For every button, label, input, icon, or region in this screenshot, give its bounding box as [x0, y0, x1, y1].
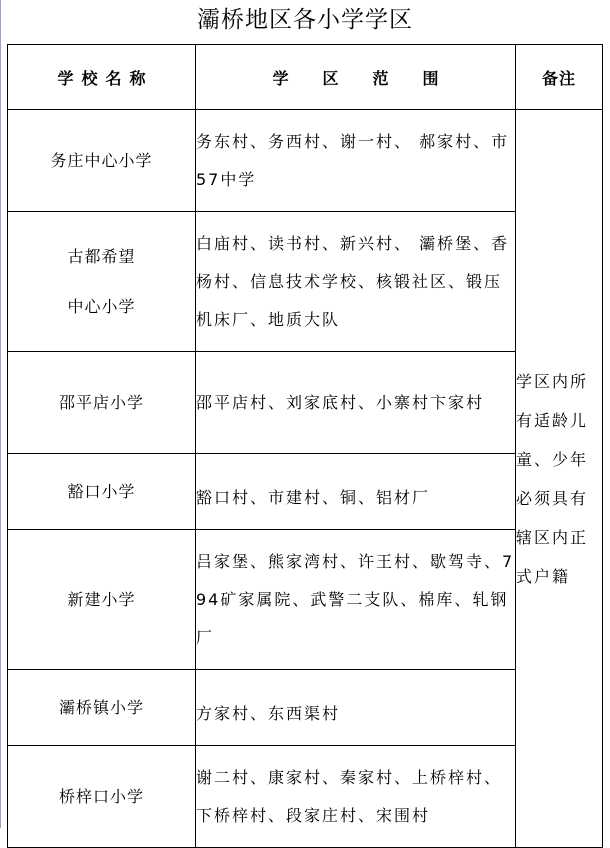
school-district-table — [7, 44, 603, 848]
school-name-cell — [8, 746, 196, 848]
document-title: 灞桥地区各小学学区 — [197, 7, 413, 33]
school-name-cell — [8, 454, 196, 530]
school-name: 务庄中心小学 — [50, 150, 153, 170]
district-range-cell: 方家村、东西渠村 — [196, 670, 516, 746]
table-row — [8, 530, 603, 670]
note-cell: 学区内所有适龄儿童、少年必须具有辖区内正式户籍 — [516, 110, 603, 848]
school-name-cell — [8, 352, 196, 454]
school-name: 新建小学 — [67, 589, 136, 609]
school-name-cell — [8, 212, 196, 352]
table-row — [8, 670, 603, 746]
school-name-cell — [8, 110, 196, 212]
table-row — [8, 746, 603, 848]
table-header-row — [8, 45, 603, 110]
school-name-line-2: 中心小学 — [67, 296, 136, 316]
table-row — [8, 454, 603, 530]
school-name-cell — [8, 530, 196, 670]
district-range-cell: 务东村、务西村、谢一村、 郝家村、市57中学 — [196, 110, 516, 212]
district-range-cell: 谢二村、康家村、秦家村、上桥梓村、下桥梓村、段家庄村、宋围村 — [196, 746, 516, 848]
table-row — [8, 352, 603, 454]
header-school-name: 学校名称 — [8, 45, 196, 110]
school-name: 灞桥镇小学 — [58, 697, 144, 717]
page-edge-line — [0, 0, 1, 828]
district-range-cell: 白庙村、读书村、新兴村、 灞桥堡、香杨村、信息技术学校、核锻社区、锻压机床厂、地质大队 — [196, 212, 516, 352]
school-name: 桥梓口小学 — [58, 786, 144, 806]
table-row — [8, 212, 603, 352]
district-range-cell: 邵平店村、刘家底村、小寨村卞家村 — [196, 352, 516, 454]
school-name: 邵平店小学 — [58, 392, 144, 412]
table-row — [8, 110, 603, 212]
district-range-cell: 豁口村、市建村、铜、铝材厂 — [196, 454, 516, 530]
header-note: 备注 — [516, 45, 603, 110]
header-district-range: 学区范围 — [196, 45, 516, 110]
school-name-cell — [8, 670, 196, 746]
school-name: 豁口小学 — [67, 481, 136, 501]
school-name-line-1: 古都希望 — [67, 246, 136, 266]
district-range-cell: 吕家堡、熊家湾村、许王村、歇驾寺、794矿家属院、武警二支队、棉库、轧钢厂 — [196, 530, 516, 670]
